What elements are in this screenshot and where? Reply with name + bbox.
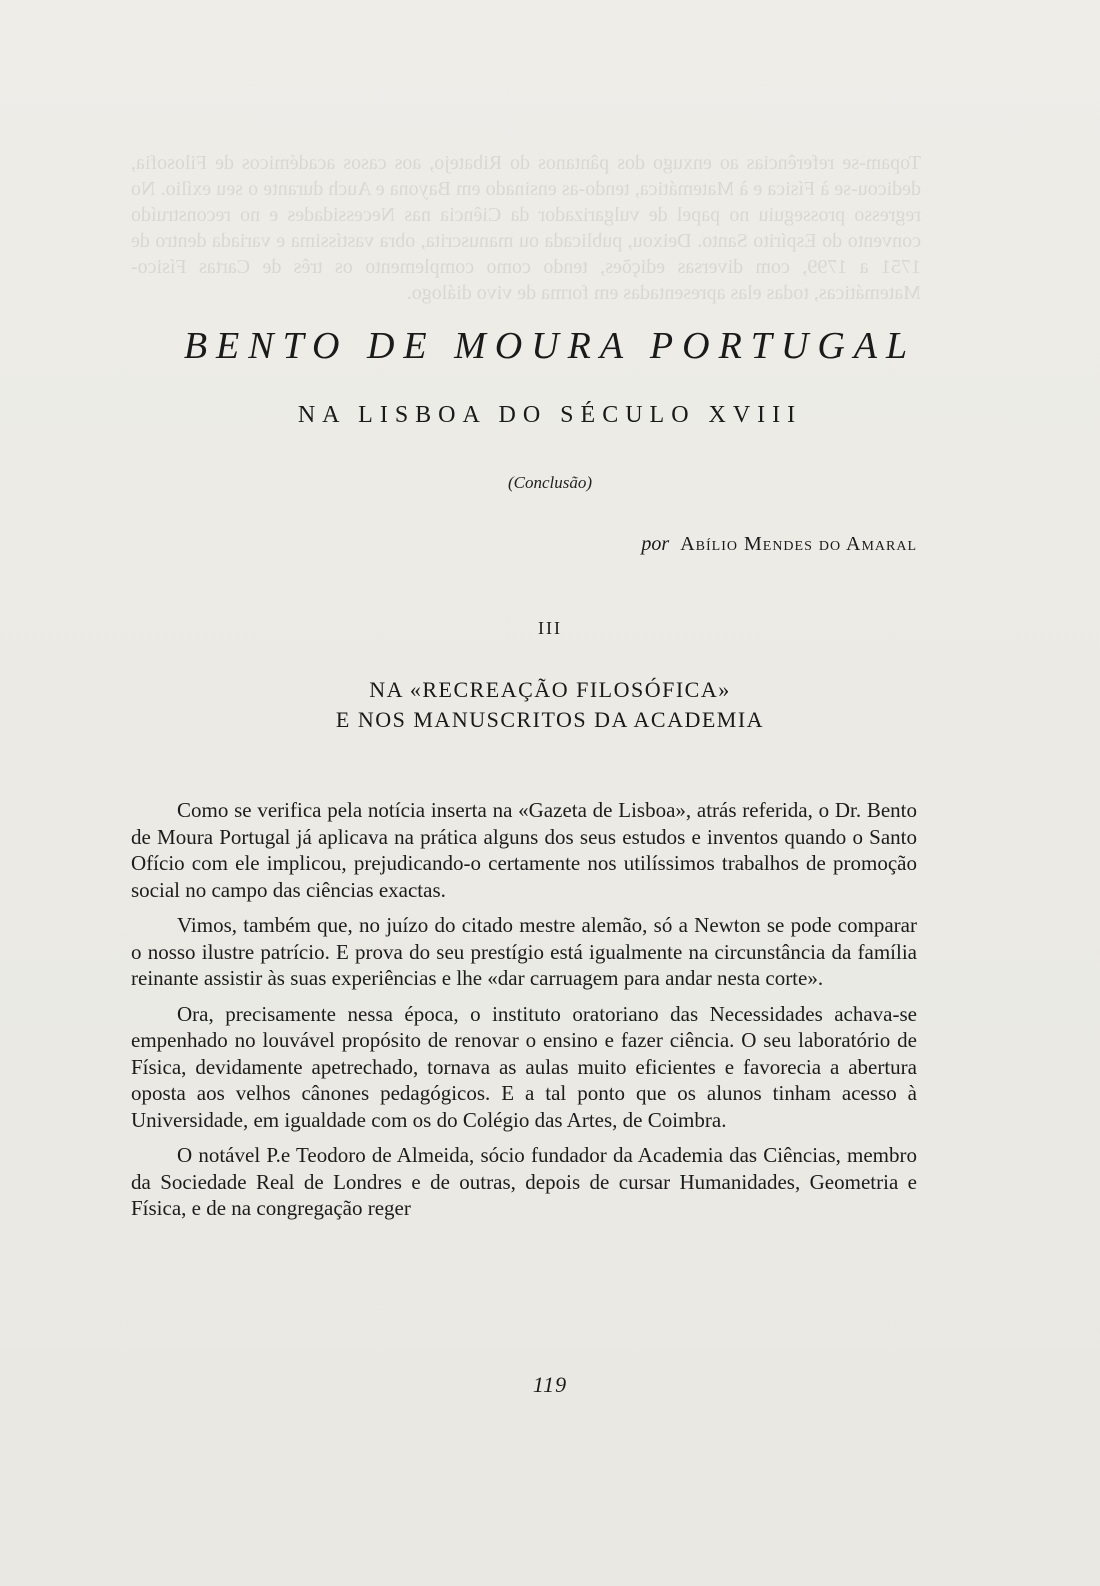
article-title: BENTO DE MOURA PORTUGAL: [183, 325, 917, 367]
paragraph: Vimos, também que, no juízo do citado mestre alemão, só a Newton se pode comparar o nosso ilustre patrício. E prova do seu prestígio está igualmente na circunstância da família reinante assistir às suas experiências e lhe «dar carruagem para andar nesta corte».: [131, 913, 917, 990]
conclusion-note: (Conclusão): [507, 473, 593, 492]
section-heading: [150, 675, 950, 735]
section-heading-line-1: NA «RECREAÇÃO FILOSÓFICA»: [369, 677, 731, 702]
author-name: Abílio Mendes do Amaral: [680, 533, 917, 555]
body-text: [131, 797, 917, 1231]
page-number: 119: [532, 1372, 568, 1397]
reverse-side-bleed-through: Topam-se referências ao enxugo dos pântanos do Ribatejo, aos casos académicos de Filosofia, dedicou-se à Física e à Matemática, tendo-as ensinado em Bayona e Auch durante o seu exílio. No regresso prosseguiu no papel de vulgarizador da Ciência nas Necessidades e no reconstruído convento do Espírito Santo. Deixou, publicada ou manuscrita, obra vastíssima e variada dentro de 1751 a 1799, com diversas edições, tendo como complemento os três de Cartas Físico-Matemáticas, todas elas apresentadas em forma de vivo diálogo.: [131, 152, 921, 304]
paragraph: Ora, precisamente nessa época, o instituto oratoriano das Necessidades achava-se empenhado no louvável propósito de renovar o ensino e fazer ciência. O seu laboratório de Física, devidamente apetrechado, tornava as aulas muito eficientes e favorecia a abertura oposta aos velhos cânones pedagógicos. E a tal ponto que os alunos tinham acesso à Universidade, em igualdade com os do Colégio das Artes, de Coimbra.: [131, 1001, 917, 1132]
section-number: III: [538, 618, 562, 638]
article-subtitle: NA LISBOA DO SÉCULO XVIII: [297, 402, 803, 428]
author-byline: [641, 533, 917, 556]
section-heading-line-2: E NOS MANUSCRITOS DA ACADEMIA: [335, 707, 765, 732]
paragraph: O notável P.e Teodoro de Almeida, sócio fundador da Academia das Ciências, membro da Sociedade Real de Londres e de outras, depois de cursar Humanidades, Geometria e Física, e de na congregação reger: [131, 1143, 917, 1220]
author-prefix: por: [641, 533, 670, 555]
paragraph: Como se verifica pela notícia inserta na «Gazeta de Lisboa», atrás referida, o Dr. Bento de Moura Portugal já aplicava na prática alguns dos seus estudos e inventos quando o Santo Ofício com ele implicou, prejudicando-o certamente nos utilíssimos trabalhos de promoção social no campo das ciências exactas.: [131, 798, 917, 902]
